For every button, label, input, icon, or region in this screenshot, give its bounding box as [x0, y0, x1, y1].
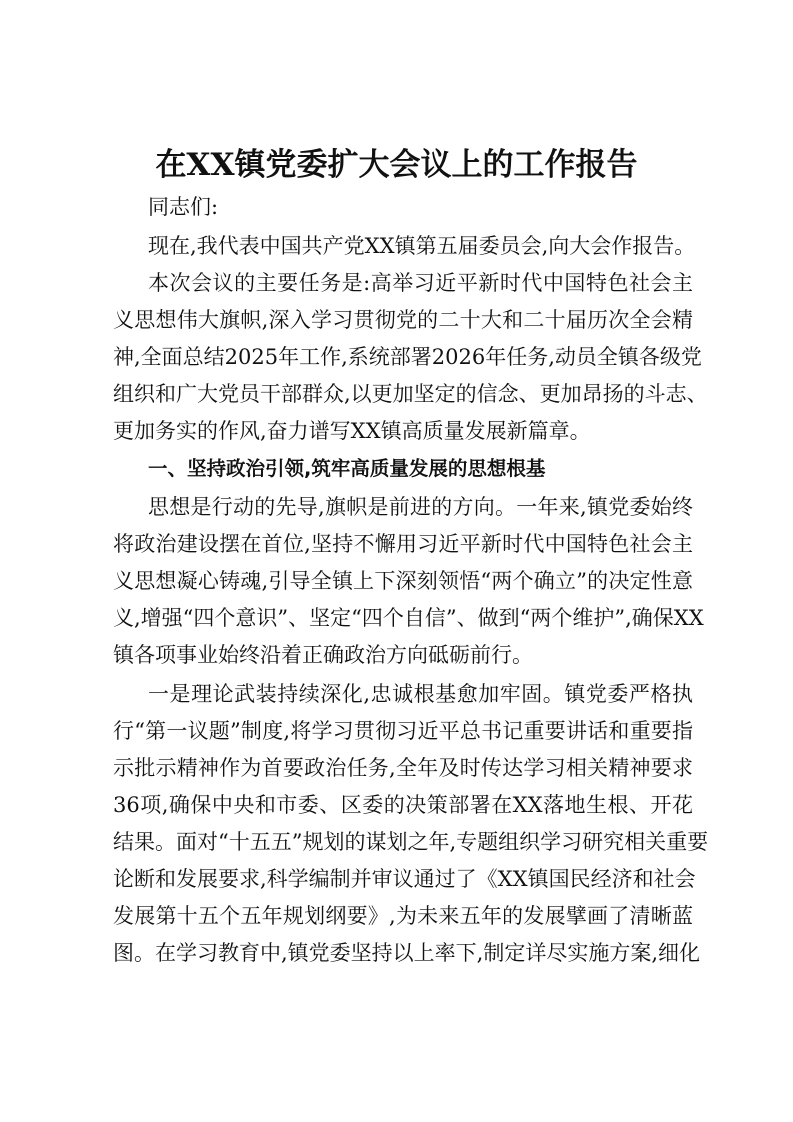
paragraph-line: 义思想伟大旗帜,深入学习贯彻党的二十大和二十届历次全会精 [113, 308, 693, 332]
salutation: 同志们: [148, 195, 219, 219]
section-heading: 一、坚持政治引领,筑牢高质量发展的思想根基 [148, 457, 546, 480]
paragraph-line: 36项,确保中央和市委、区委的决策部署在XX落地生根、开花 [113, 793, 693, 817]
paragraph-line: 更加务实的作风,奋力谱写XX镇高质量发展新篇章。 [113, 419, 591, 443]
paragraph-line: 结果。面对“十五五”规划的谋划之年,专题组织学习研究相关重要 [113, 830, 709, 854]
paragraph-line: 示批示精神作为首要政治任务,全年及时传达学习相关精神要求 [113, 756, 693, 780]
document-title: 在XX镇党委扩大会议上的工作报告 [155, 147, 638, 183]
paragraph-line: 思想是行动的先导,旗帜是前进的方向。一年来,镇党委始终 [148, 495, 693, 519]
paragraph-line: 发展第十五个五年规划纲要》,为未来五年的发展擘画了清晰蓝 [113, 904, 693, 928]
paragraph-line: 现在,我代表中国共产党XX镇第五届委员会,向大会作报告。 [148, 234, 696, 258]
paragraph-line: 镇各项事业始终沿着正确政治方向砥砺前行。 [113, 643, 533, 667]
paragraph-line: 义思想凝心铸魂,引导全镇上下深刻领悟“两个确立”的决定性意 [113, 569, 693, 593]
paragraph-line: 论断和发展要求,科学编制并审议通过了《XX镇国民经济和社会 [113, 867, 696, 891]
paragraph-line: 将政治建设摆在首位,坚持不懈用习近平新时代中国特色社会主 [113, 532, 693, 556]
paragraph-line: 义,增强“四个意识”、坚定“四个自信”、做到“两个维护”,确保XX [113, 606, 704, 630]
paragraph-line: 本次会议的主要任务是:高举习近平新时代中国特色社会主 [148, 271, 693, 295]
paragraph-line: 神,全面总结2025年工作,系统部署2026年任务,动员全镇各级党 [113, 345, 702, 369]
paragraph-line: 行“第一议题”制度,将学习贯彻习近平总书记重要讲话和重要指 [113, 719, 693, 743]
paragraph-line: 一是理论武装持续深化,忠诚根基愈加牢固。镇党委严格执 [148, 682, 693, 706]
paragraph-line: 组织和广大党员干部群众,以更加坚定的信念、更加昂扬的斗志、 [113, 382, 708, 406]
paragraph-line: 图。在学习教育中,镇党委坚持以上率下,制定详尽实施方案,细化 [113, 941, 701, 965]
